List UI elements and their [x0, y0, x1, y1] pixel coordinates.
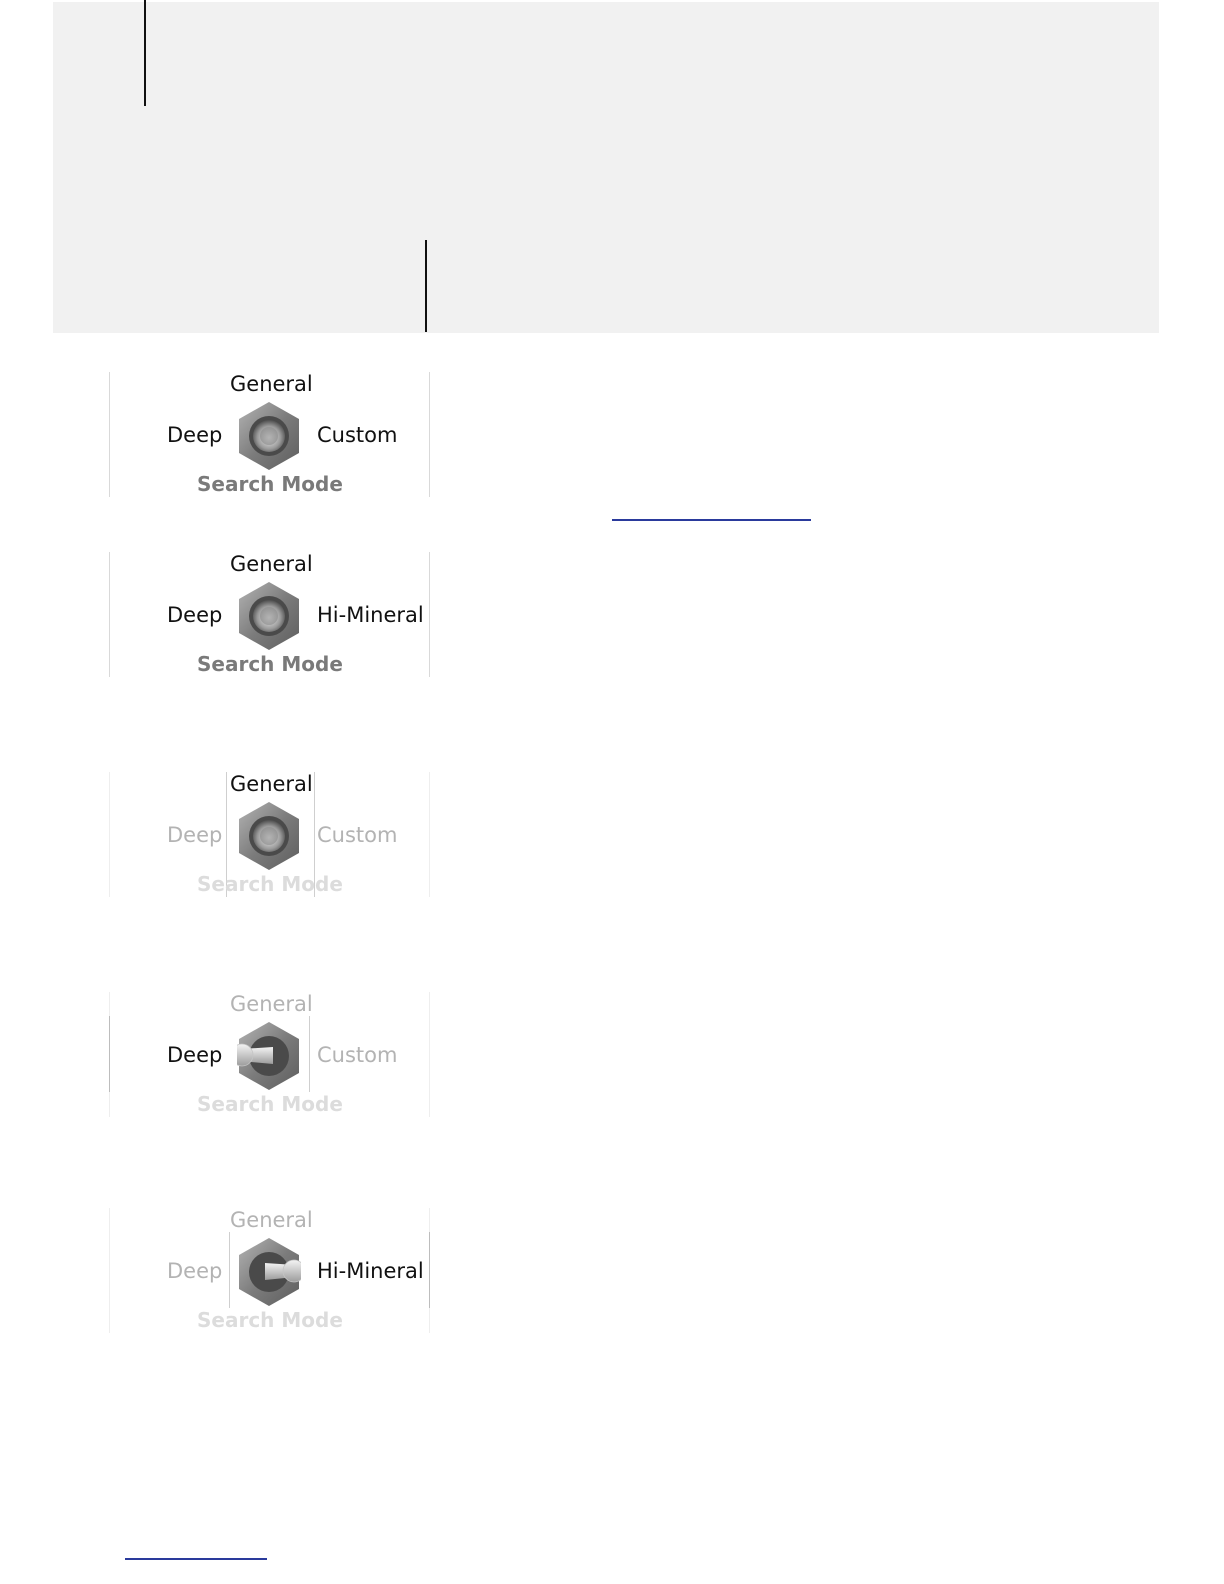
toggle-switch-knob-icon[interactable] [237, 580, 301, 652]
mode-label-deep: Deep [167, 1259, 223, 1283]
toggle-switch-knob-icon[interactable] [237, 1236, 301, 1308]
mode-label-deep: Deep [167, 1043, 223, 1067]
panel-frame-right [429, 992, 430, 1117]
toggle-switch-knob-icon[interactable] [237, 800, 301, 872]
highlight-frame-left [109, 1016, 110, 1092]
mode-label-deep: Deep [167, 603, 223, 627]
panel-frame-right [429, 372, 430, 497]
mode-label-hi-mineral: Hi-Mineral [317, 1259, 424, 1283]
mode-label-hi-mineral: Hi-Mineral [317, 603, 424, 627]
mode-label-custom: Custom [317, 823, 398, 847]
mode-label-general: General [230, 372, 313, 396]
highlight-frame-left [229, 1232, 230, 1308]
mode-label-custom: Custom [317, 423, 398, 447]
mode-label-deep: Deep [167, 823, 223, 847]
header-divider-left [144, 0, 146, 106]
panel-frame-left [109, 372, 110, 497]
mode-label-deep: Deep [167, 423, 223, 447]
header-band [53, 2, 1159, 333]
mode-label-general: General [230, 1208, 313, 1232]
panel-frame-left [109, 552, 110, 677]
toggle-switch-knob-icon[interactable] [237, 1020, 301, 1092]
hyperlink-underline[interactable] [612, 519, 811, 521]
search-mode-caption: Search Mode [197, 652, 343, 676]
footer-hyperlink-underline[interactable] [125, 1558, 267, 1560]
highlight-frame-right [309, 1016, 310, 1092]
mode-label-general: General [230, 992, 313, 1016]
search-mode-caption: Search Mode [197, 472, 343, 496]
toggle-switch-knob-icon[interactable] [237, 400, 301, 472]
panel-frame-left [109, 1208, 110, 1333]
panel-frame-right [429, 552, 430, 677]
search-mode-switch-4 [109, 992, 430, 1117]
search-mode-caption: Search Mode [197, 872, 343, 896]
search-mode-switch-5 [109, 1208, 430, 1333]
panel-frame-right [429, 772, 430, 897]
mode-label-general: General [230, 552, 313, 576]
search-mode-caption: Search Mode [197, 1308, 343, 1332]
header-divider-right [425, 240, 427, 332]
search-mode-switch-1 [109, 372, 430, 497]
highlight-frame-right [429, 1232, 430, 1308]
mode-label-general: General [230, 772, 313, 796]
search-mode-caption: Search Mode [197, 1092, 343, 1116]
search-mode-switch-2 [109, 552, 430, 677]
panel-frame-left [109, 772, 110, 897]
mode-label-custom: Custom [317, 1043, 398, 1067]
search-mode-switch-3 [109, 772, 430, 897]
